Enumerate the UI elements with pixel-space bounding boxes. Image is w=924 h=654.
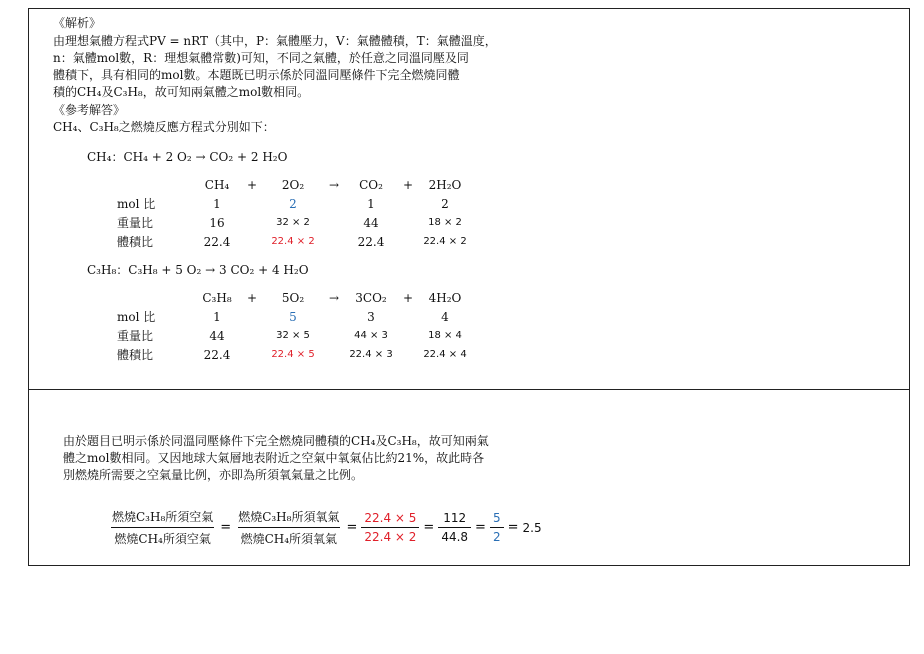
conclusion-line-1: 由於題目已明示係於同溫同壓條件下完全燃燒同體積的CH₄及C₃H₈，故可知兩氣 — [63, 434, 489, 448]
table-row — [117, 307, 467, 326]
table-row — [117, 175, 467, 194]
reaction-1-equation: CH₄：CH₄ + 2 O₂ → CO₂ + 2 H₂O — [87, 150, 288, 164]
fraction-value — [438, 511, 471, 544]
species-cell: 4H₂O — [428, 290, 462, 305]
species-cell: CO₂ — [359, 177, 383, 192]
analysis-line-4: 積的CH₄及C₃H₈，故可知兩氣體之mol數相同。 — [53, 85, 310, 99]
row-label: 體積比 — [117, 348, 154, 362]
row-label: 重量比 — [117, 329, 154, 343]
plus-sign: + — [402, 290, 414, 305]
reaction-2-table — [117, 288, 467, 364]
table-cell: 44 — [209, 328, 225, 343]
table-row — [117, 326, 467, 345]
table-row — [117, 194, 467, 213]
analysis-heading: 《解析》 — [53, 16, 102, 30]
analysis-line-2: n：氣體mol數，R：理想氣體常數)可知，不同之氣體，於任意之同溫同壓及同 — [53, 51, 469, 65]
table-row — [117, 232, 467, 251]
table-cell: 22.4 — [203, 347, 231, 362]
fraction-numerator: 燃燒C₃H₈所須氧氣 — [238, 510, 340, 524]
fraction-numerator: 112 — [443, 511, 467, 525]
table-cell: 2 — [289, 196, 297, 211]
analysis-line-1: 由理想氣體方程式PV = nRT（其中，P：氣體壓力，V：氣體體積，T：氣體溫度， — [53, 34, 497, 48]
table-cell: 44 × 3 — [354, 330, 388, 341]
species-cell: 2O₂ — [281, 177, 305, 192]
species-cell: 5O₂ — [281, 290, 305, 305]
species-cell: C₃H₈ — [202, 290, 232, 305]
fraction-denominator: 2 — [490, 527, 504, 544]
fraction-mol — [490, 511, 504, 544]
table-cell: 1 — [213, 309, 221, 324]
table-cell: 22.4 — [203, 234, 231, 249]
arrow-icon: → — [328, 177, 340, 192]
fraction-numerator: 5 — [492, 511, 501, 525]
ratio-equation — [109, 508, 542, 547]
table-cell: 22.4 × 3 — [349, 349, 393, 360]
fraction-numerator: 燃燒C₃H₈所須空氣 — [112, 510, 214, 524]
species-cell: CH₄ — [204, 177, 230, 192]
equals-sign: = — [507, 520, 519, 535]
row-label: mol 比 — [117, 310, 156, 324]
fraction-denominator: 燃燒CH₄所須空氣 — [111, 527, 213, 547]
fraction-volume — [361, 511, 419, 544]
fraction-denominator: 22.4 × 2 — [361, 527, 419, 544]
plus-sign: + — [246, 177, 258, 192]
fraction-oxygen — [235, 508, 342, 547]
table-cell: 32 × 5 — [276, 330, 310, 341]
row-label: mol 比 — [117, 197, 156, 211]
species-cell: 3CO₂ — [355, 290, 387, 305]
conclusion-line-2: 體之mol數相同。又因地球大氣層地表附近之空氣中氧氣佔比約21%，故此時各 — [63, 451, 485, 465]
reference-intro: CH₄、C₃H₈之燃燒反應方程式分別如下： — [53, 120, 275, 134]
row-label: 體積比 — [117, 235, 154, 249]
table-cell: 32 × 2 — [276, 217, 310, 228]
table-cell: 5 — [289, 309, 297, 324]
fraction-denominator: 44.8 — [438, 527, 471, 544]
table-cell: 3 — [367, 309, 375, 324]
analysis-box — [28, 8, 910, 390]
table-cell: 22.4 × 5 — [271, 349, 315, 360]
fraction-denominator: 燃燒CH₄所須氧氣 — [238, 527, 340, 547]
equals-sign: = — [220, 520, 232, 535]
species-cell: 2H₂O — [428, 177, 462, 192]
result-value: 2.5 — [522, 520, 542, 535]
table-cell: 18 × 2 — [428, 217, 462, 228]
table-cell: 18 × 4 — [428, 330, 462, 341]
reference-heading: 《參考解答》 — [53, 103, 126, 117]
table-cell: 16 — [209, 215, 225, 230]
plus-sign: + — [402, 177, 414, 192]
analysis-line-3: 體積下，具有相同的mol數。本題既已明示係於同溫同壓條件下完全燃燒同體 — [53, 68, 460, 82]
fraction-air — [109, 508, 216, 547]
table-cell: 4 — [441, 309, 449, 324]
fraction-numerator: 22.4 × 5 — [364, 511, 417, 525]
equals-sign: = — [475, 520, 486, 535]
table-cell: 1 — [213, 196, 221, 211]
table-cell: 2 — [441, 196, 449, 211]
row-label: 重量比 — [117, 216, 154, 230]
table-row — [117, 345, 467, 364]
plus-sign: + — [246, 290, 258, 305]
table-cell: 44 — [363, 215, 379, 230]
table-cell: 22.4 × 4 — [423, 349, 467, 360]
conclusion-line-3: 別燃燒所需要之空氣量比例，亦即為所須氧氣量之比例。 — [63, 468, 364, 482]
conclusion-box — [28, 389, 910, 566]
reaction-1-table — [117, 175, 467, 251]
equals-sign: = — [346, 520, 358, 535]
equals-sign: = — [423, 520, 435, 535]
table-row — [117, 288, 467, 307]
table-cell: 22.4 × 2 — [271, 236, 315, 247]
table-cell: 22.4 — [357, 234, 385, 249]
table-cell: 1 — [367, 196, 375, 211]
reaction-2-equation: C₃H₈：C₃H₈ + 5 O₂ → 3 CO₂ + 4 H₂O — [87, 263, 309, 277]
table-cell: 22.4 × 2 — [423, 236, 467, 247]
table-row — [117, 213, 467, 232]
arrow-icon: → — [328, 290, 340, 305]
